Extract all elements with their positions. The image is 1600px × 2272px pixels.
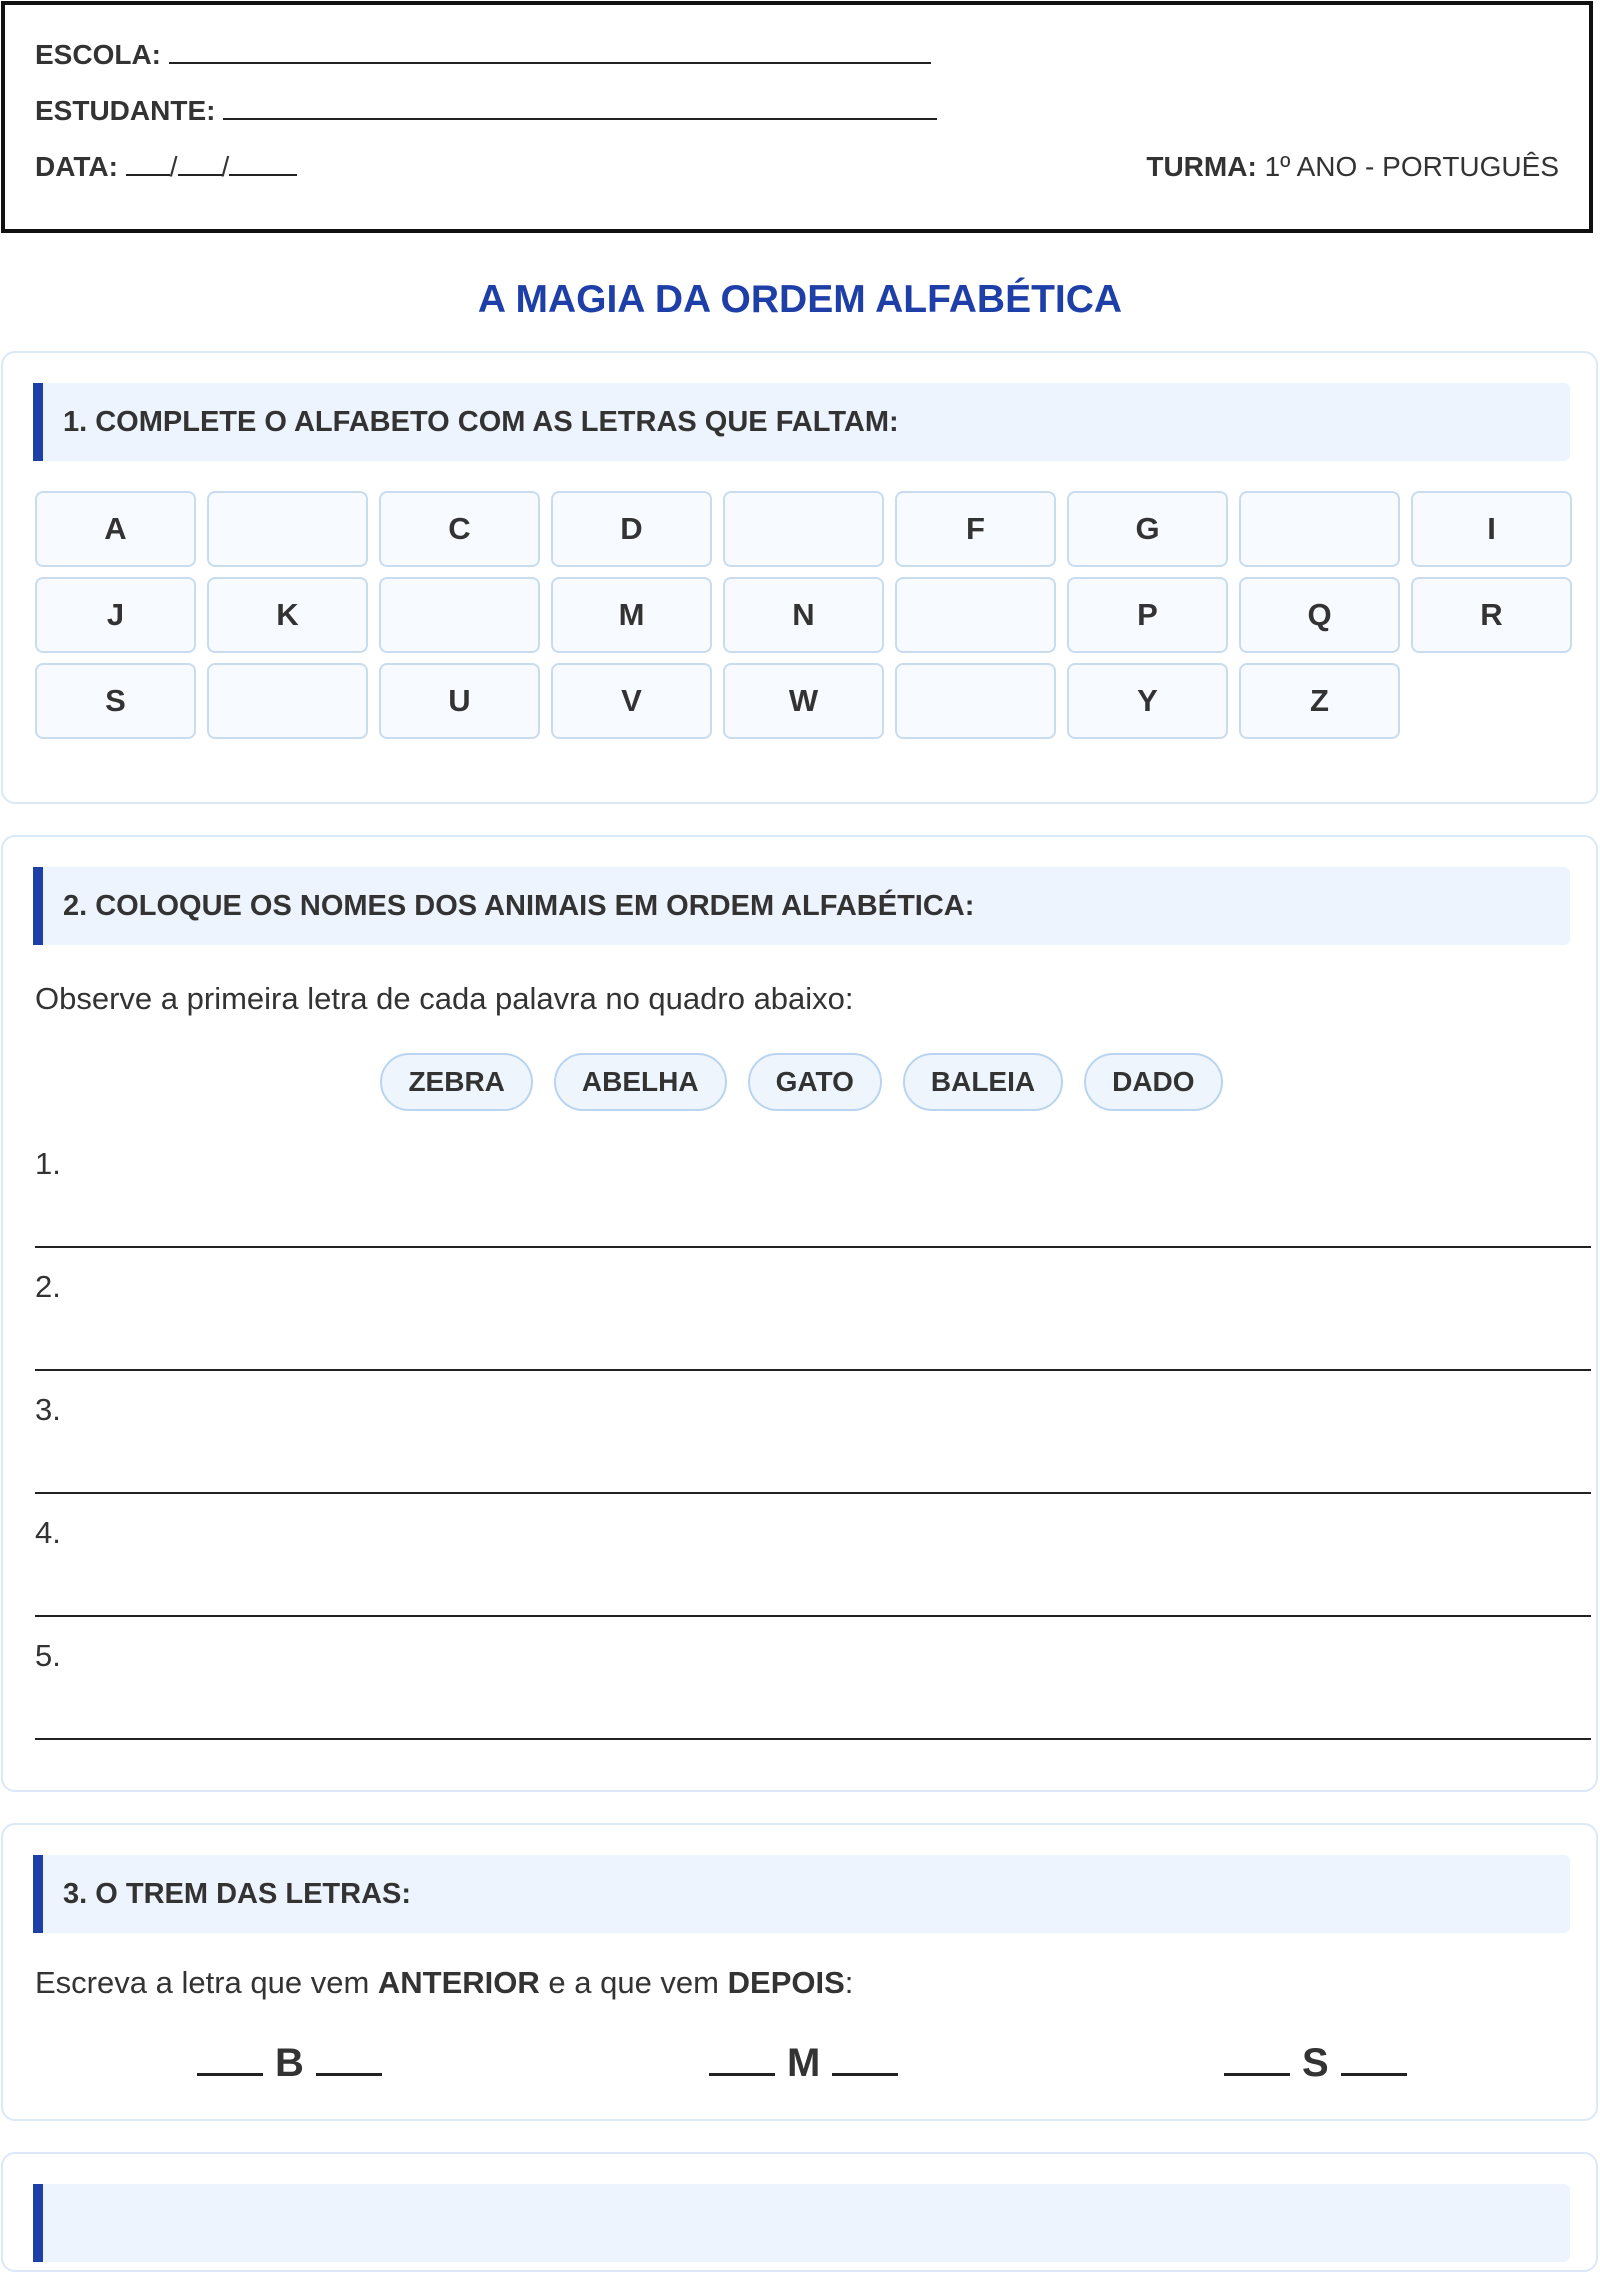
section-3-instruction <box>35 1965 853 2001</box>
section-complete-alphabet <box>1 351 1598 804</box>
answer-line[interactable] <box>35 1615 1591 1617</box>
turma-value: 1º ANO - PORTUGUÊS <box>1264 151 1559 182</box>
date-day-blank[interactable] <box>126 154 170 176</box>
alphabet-cell: W <box>723 663 884 739</box>
train-letter: M <box>787 2041 821 2085</box>
after-letter-blank[interactable] <box>316 2043 382 2076</box>
alphabet-cell: Q <box>1239 577 1400 653</box>
instruction-depois: DEPOIS <box>727 1965 845 2000</box>
word-chip: BALEIA <box>903 1053 1063 1111</box>
alphabet-cell: J <box>35 577 196 653</box>
escola-line[interactable] <box>169 61 931 64</box>
alphabet-cell: C <box>379 491 540 567</box>
alphabet-cell: A <box>35 491 196 567</box>
alphabet-blank-cell[interactable] <box>723 491 884 567</box>
answer-number: 4. <box>35 1515 61 1550</box>
alphabet-cell: I <box>1411 491 1572 567</box>
alphabet-cell: P <box>1067 577 1228 653</box>
after-letter-blank[interactable] <box>1341 2043 1407 2076</box>
page-title: A MAGIA DA ORDEM ALFABÉTICA <box>477 278 1123 321</box>
instruction-text: e a que vem <box>539 1965 728 2000</box>
word-chip: ZEBRA <box>380 1053 532 1111</box>
date-separator: / <box>169 151 178 182</box>
alphabet-blank-cell[interactable] <box>379 577 540 653</box>
after-letter-blank[interactable] <box>832 2043 898 2076</box>
before-letter-blank[interactable] <box>197 2043 263 2076</box>
alphabet-cell: V <box>551 663 712 739</box>
answer-row <box>35 1392 1591 1496</box>
section-2-instruction: Observe a primeira letra de cada palavra no quadro abaixo: <box>35 981 854 1016</box>
alphabet-grid <box>35 491 1571 739</box>
alphabet-cell: S <box>35 663 196 739</box>
alphabet-cell: N <box>723 577 884 653</box>
letter-train-item <box>1224 2041 1407 2086</box>
alphabet-blank-cell[interactable] <box>895 663 1056 739</box>
section-1-heading: 1. COMPLETE O ALFABETO COM AS LETRAS QUE FALTAM: <box>63 406 899 438</box>
answer-line[interactable] <box>35 1738 1591 1740</box>
answer-row <box>35 1638 1591 1742</box>
alphabet-cell: G <box>1067 491 1228 567</box>
data-label: DATA: <box>35 151 118 182</box>
answer-number: 1. <box>35 1146 61 1181</box>
alphabet-blank-cell[interactable] <box>207 663 368 739</box>
alphabet-cell: M <box>551 577 712 653</box>
answer-row <box>35 1146 1591 1250</box>
word-chip: ABELHA <box>554 1053 727 1111</box>
letter-train-item <box>709 2041 898 2086</box>
escola-row <box>35 39 931 71</box>
section-3-header <box>33 1855 1570 1933</box>
answer-number: 2. <box>35 1269 61 1304</box>
alphabet-cell: U <box>379 663 540 739</box>
data-row <box>35 151 297 183</box>
word-bank <box>3 1053 1600 1111</box>
student-info-box <box>1 1 1593 233</box>
section-letter-train <box>1 1823 1598 2121</box>
section-4-partial <box>1 2152 1598 2272</box>
section-2-heading: 2. COLOQUE OS NOMES DOS ANIMAIS EM ORDEM ALFABÉTICA: <box>63 890 975 922</box>
alphabet-cell: K <box>207 577 368 653</box>
instruction-text: : <box>844 1965 854 2000</box>
answer-line[interactable] <box>35 1246 1591 1248</box>
answer-line[interactable] <box>35 1369 1591 1371</box>
answer-row <box>35 1269 1591 1373</box>
estudante-line[interactable] <box>223 117 937 120</box>
date-year-blank[interactable] <box>229 154 297 176</box>
estudante-row <box>35 95 937 127</box>
before-letter-blank[interactable] <box>709 2043 775 2076</box>
answer-row <box>35 1515 1591 1619</box>
answer-line[interactable] <box>35 1492 1591 1494</box>
alphabet-blank-cell[interactable] <box>207 491 368 567</box>
word-chip: DADO <box>1084 1053 1222 1111</box>
instruction-text: Escreva a letra que vem <box>35 1965 378 2000</box>
alphabet-cell: Z <box>1239 663 1400 739</box>
turma-label: TURMA: <box>1146 151 1257 182</box>
before-letter-blank[interactable] <box>1224 2043 1290 2076</box>
date-separator: / <box>221 151 230 182</box>
answer-number: 3. <box>35 1392 61 1427</box>
alphabet-cell: Y <box>1067 663 1228 739</box>
train-letter: B <box>275 2041 304 2085</box>
section-2-header <box>33 867 1570 945</box>
train-letter: S <box>1302 2041 1329 2085</box>
letter-train-item <box>197 2041 382 2086</box>
instruction-anterior: ANTERIOR <box>377 1965 540 2000</box>
date-month-blank[interactable] <box>178 154 222 176</box>
alphabet-cell: D <box>551 491 712 567</box>
estudante-label: ESTUDANTE: <box>35 95 216 126</box>
section-4-header <box>33 2184 1570 2262</box>
word-chip: GATO <box>748 1053 882 1111</box>
alphabet-blank-cell[interactable] <box>895 577 1056 653</box>
section-1-header <box>33 383 1570 461</box>
alphabet-cell: F <box>895 491 1056 567</box>
escola-label: ESCOLA: <box>35 39 161 70</box>
section-3-heading: 3. O TREM DAS LETRAS: <box>63 1878 412 1910</box>
answer-number: 5. <box>35 1638 61 1673</box>
alphabet-blank-cell[interactable] <box>1239 491 1400 567</box>
section-animal-order <box>1 835 1598 1792</box>
turma-field <box>1146 151 1559 183</box>
alphabet-cell: R <box>1411 577 1572 653</box>
